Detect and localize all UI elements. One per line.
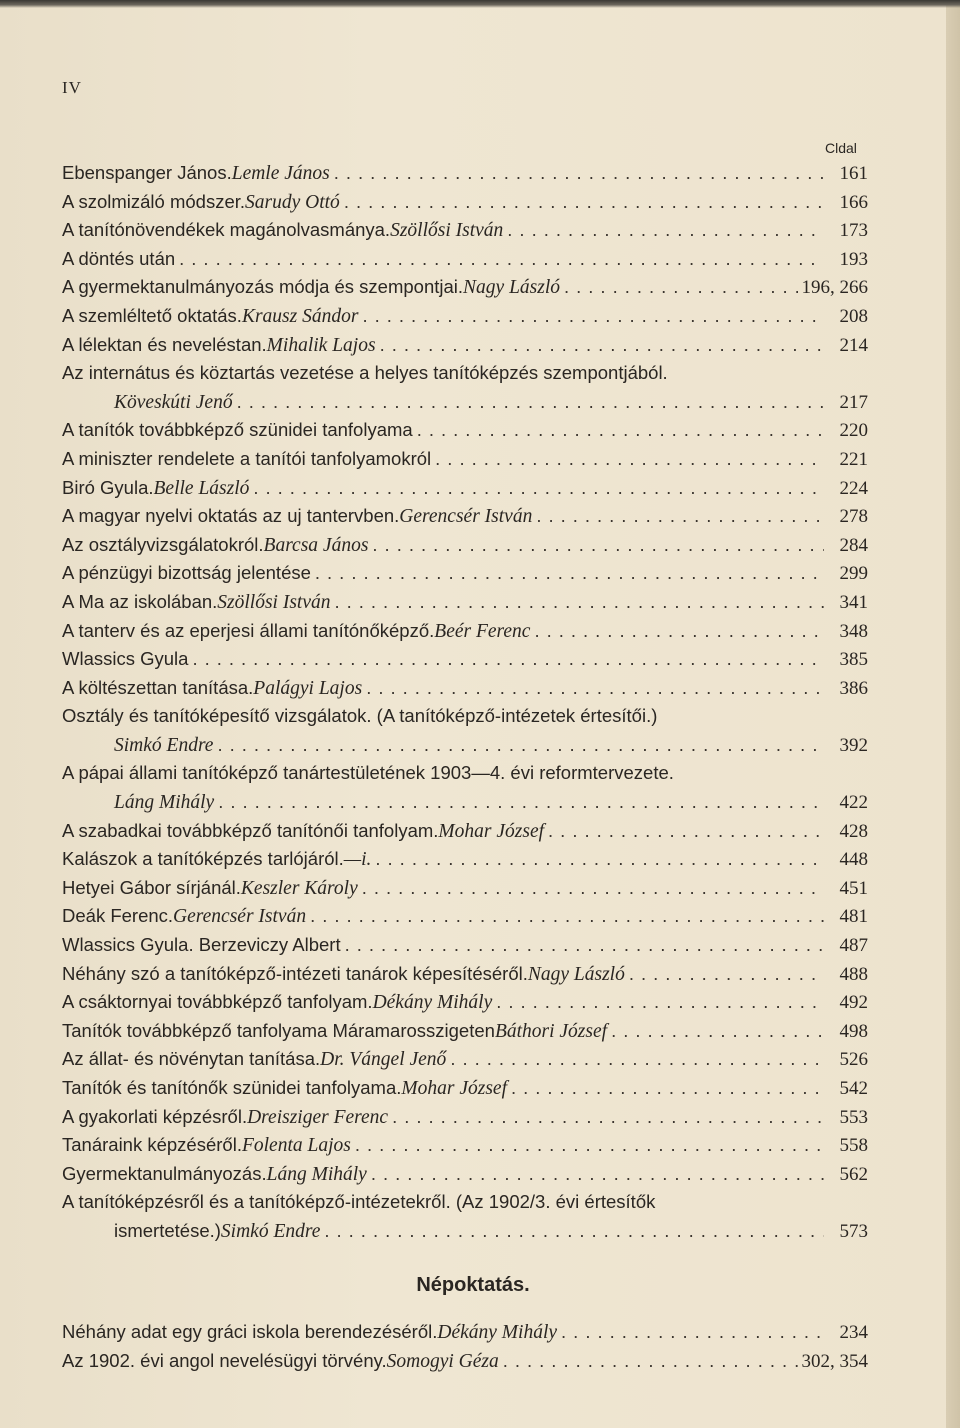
dot-leader	[503, 1347, 798, 1376]
entry-title: Gyermektanulmányozás.	[62, 1162, 267, 1184]
entry-title: A gyermektanulmányozás módja és szempontjai.	[62, 276, 464, 298]
entry-title: A tanterv és az eperjesi állami tanítónőképző.	[62, 619, 435, 641]
entry-author: —i.	[343, 849, 372, 871]
toc-entry	[62, 1074, 868, 1103]
entry-title: Biró Gyula.	[62, 476, 154, 498]
entry-author: Lemle János	[231, 163, 330, 184]
dot-leader	[548, 817, 824, 846]
dot-leader	[372, 531, 824, 560]
dot-leader	[344, 188, 824, 217]
entry-title: Az osztályvizsgálatokról.	[62, 533, 264, 555]
dot-leader	[366, 674, 824, 703]
entry-page: 448	[839, 849, 868, 871]
toc-entry	[62, 1347, 868, 1376]
dot-leader	[218, 788, 824, 817]
entry-title: A Ma az iskolában.	[62, 590, 218, 612]
entry-author: Sarudy Ottó	[245, 191, 340, 213]
dot-leader	[335, 588, 825, 617]
toc-entry	[62, 416, 868, 445]
toc-entry	[62, 645, 868, 674]
toc-entry	[62, 302, 868, 331]
entry-author: Szöllősi István	[390, 220, 504, 242]
toc-entry	[62, 159, 868, 188]
entry-title: Az 1902. évi angol nevelésügyi törvény.	[62, 1349, 387, 1371]
toc-entry	[62, 960, 868, 989]
dot-leader	[253, 474, 824, 503]
entry-page: 487	[839, 935, 868, 957]
entry-page: 348	[839, 620, 868, 642]
entry-author: Simkó Endre	[114, 734, 214, 756]
toc-entry	[62, 788, 868, 817]
entry-page: 542	[839, 1078, 868, 1099]
dot-leader	[392, 1103, 824, 1132]
page-edge	[946, 0, 960, 1428]
entry-title: Deák Ferenc.	[62, 905, 174, 927]
entry-page: 553	[839, 1106, 868, 1128]
entry-title: Néhány szó a tanítóképző-intézeti tanárok képesítéséről.	[62, 962, 528, 984]
entry-page: 302, 354	[801, 1350, 868, 1372]
dot-leader	[380, 331, 824, 360]
toc-entry	[62, 674, 868, 703]
dot-leader	[362, 874, 824, 903]
entry-page: 220	[839, 420, 868, 442]
dot-leader	[355, 1131, 824, 1160]
dot-leader	[315, 559, 824, 588]
dot-leader	[417, 416, 824, 445]
page-number: IV	[62, 78, 82, 97]
entry-author: Gerencsér István	[173, 906, 307, 928]
entry-title: ismertetése.)	[114, 1219, 221, 1241]
entry-page: 166	[839, 191, 868, 213]
entry-title: A szemléltető oktatás.	[62, 304, 242, 326]
entry-page: 341	[839, 591, 868, 613]
entry-author: Keszler Károly	[240, 877, 358, 899]
dot-leader	[435, 445, 824, 474]
entry-title: Wlassics Gyula. Berzeviczy Albert	[62, 934, 341, 956]
entry-page: 422	[839, 792, 868, 814]
entry-author: Szöllősi István	[217, 591, 331, 613]
toc-entry	[62, 502, 868, 531]
dot-leader	[450, 1045, 824, 1074]
toc-entry	[62, 902, 868, 931]
entry-author: Láng Mihály	[114, 792, 215, 814]
entry-page: 208	[839, 305, 868, 327]
entry-title: Tanáraink képzéséről.	[62, 1134, 242, 1156]
entry-author: Dékány Mihály	[437, 1322, 558, 1343]
page-column-header: Cldal	[825, 140, 857, 156]
dot-leader	[192, 645, 824, 674]
toc-entry	[62, 931, 868, 960]
dot-leader	[496, 988, 824, 1017]
toc-entry	[62, 874, 868, 903]
dot-leader	[511, 1074, 824, 1103]
entry-title: Néhány adat egy gráci iskola berendezéséről.	[62, 1321, 438, 1342]
entry-title: Kalászok a tanítóképzés tarlójáról.	[62, 848, 344, 870]
entry-title: A döntés után	[62, 247, 176, 269]
entry-page: 193	[839, 248, 868, 270]
entry-author: Krausz Sándor	[241, 305, 359, 327]
dot-leader	[310, 902, 824, 931]
dot-leader	[237, 388, 824, 417]
entry-author: Dr. Vángel Jenő	[320, 1049, 447, 1071]
toc-entry	[62, 474, 868, 503]
entry-page: 481	[839, 906, 868, 928]
entry-title: Az internátus és köztartás vezetése a helyes tanítóképzés szempontjából.	[62, 362, 668, 384]
entry-page: 573	[839, 1220, 868, 1242]
dot-leader	[362, 302, 824, 331]
entry-title: A pápai állami tanítóképző tanártestületének 1903—4. évi reformtervezete.	[62, 762, 674, 784]
entry-title: A csáktornyai továbbképző tanfolyam.	[62, 991, 373, 1013]
entry-page: 562	[839, 1163, 868, 1185]
dot-leader	[534, 617, 824, 646]
entry-author: Palágyi Lajos	[253, 677, 363, 699]
toc-entry	[62, 359, 868, 388]
toc-entry	[62, 1217, 868, 1246]
entry-author: Nagy László	[463, 277, 561, 299]
entry-page: 558	[839, 1135, 868, 1157]
entry-title: A pénzügyi bizottság jelentése	[62, 562, 311, 584]
toc-entry	[62, 1017, 868, 1046]
entry-page: 173	[839, 220, 868, 242]
section-table-of-contents	[62, 1318, 868, 1375]
entry-page: 196, 266	[801, 277, 868, 299]
entry-page: 278	[839, 506, 868, 528]
entry-author: Dreisziger Ferenc	[247, 1106, 389, 1128]
dot-leader	[629, 960, 824, 989]
dot-leader	[507, 216, 824, 245]
entry-page: 386	[839, 677, 868, 699]
entry-author: Barcsa János	[263, 534, 369, 556]
entry-author: Belle László	[153, 477, 250, 499]
entry-page: 492	[839, 992, 868, 1014]
entry-author: Mohar József	[438, 820, 545, 842]
entry-title: A szolmizáló módszer.	[62, 190, 246, 212]
scan-border	[0, 0, 960, 8]
toc-entry	[62, 273, 868, 302]
dot-leader	[536, 502, 824, 531]
entry-title: Tanítók és tanítónők szünidei tanfolyama.	[62, 1077, 402, 1098]
toc-entry	[62, 245, 868, 274]
entry-author: Simkó Endre	[220, 1220, 321, 1242]
entry-page: 221	[839, 448, 868, 470]
entry-author: Folenta Lajos	[241, 1135, 351, 1157]
entry-title: A magyar nyelvi oktatás az uj tantervben.	[62, 505, 400, 527]
entry-title: Hetyei Gábor sírjánál.	[62, 876, 241, 898]
entry-title: A gyakorlati képzésről.	[62, 1105, 248, 1127]
entry-title: A szabadkai továbbképző tanítónői tanfolyam.	[62, 819, 439, 841]
entry-author: Mohar József	[401, 1078, 507, 1099]
entry-author: Báthori József	[494, 1020, 608, 1042]
toc-entry	[62, 1318, 868, 1347]
entry-author: Mihalik Lajos	[266, 334, 376, 356]
entry-title: A tanítóképzésről és a tanítóképző-intézetekről. (Az 1902/3. évi értesítők	[62, 1191, 656, 1213]
dot-leader	[334, 159, 824, 188]
entry-page: 299	[839, 563, 868, 585]
entry-page: 488	[839, 963, 868, 985]
toc-entry	[62, 559, 868, 588]
entry-page: 428	[839, 820, 868, 842]
entry-author: Somogyi Géza	[386, 1350, 499, 1372]
table-of-contents	[62, 159, 868, 1246]
dot-leader	[217, 731, 824, 760]
toc-entry	[62, 702, 868, 731]
dot-leader	[324, 1217, 824, 1246]
toc-entry	[62, 988, 868, 1017]
toc-entry	[62, 531, 868, 560]
toc-entry	[62, 331, 868, 360]
toc-entry	[62, 216, 868, 245]
entry-page: 234	[839, 1322, 868, 1343]
entry-page: 451	[839, 877, 868, 899]
entry-page: 385	[839, 649, 868, 671]
entry-title: Wlassics Gyula	[62, 648, 189, 670]
dot-leader	[611, 1017, 824, 1046]
entry-author: Gerencsér István	[399, 506, 533, 528]
toc-entry	[62, 817, 868, 846]
toc-entry	[62, 1131, 868, 1160]
entry-title: Az állat- és növénytan tanítása.	[62, 1048, 321, 1070]
dot-leader	[375, 845, 824, 874]
section-title: Népoktatás.	[416, 1274, 530, 1296]
entry-page: 224	[839, 477, 868, 499]
dot-leader	[179, 245, 824, 274]
entry-title: A tanítók továbbképző szünidei tanfolyama	[62, 419, 413, 441]
toc-entry	[62, 588, 868, 617]
entry-author: Nagy László	[527, 963, 625, 985]
entry-author: Dékány Mihály	[372, 992, 493, 1014]
dot-leader	[371, 1160, 824, 1189]
entry-page: 392	[839, 734, 868, 756]
toc-entry	[62, 188, 868, 217]
entry-title: Ebenspanger János.	[62, 162, 232, 183]
toc-entry	[62, 1103, 868, 1132]
toc-entry	[62, 731, 868, 760]
entry-title: A miniszter rendelete a tanítói tanfolyamokról	[62, 447, 432, 469]
entry-title: A lélektan és neveléstan.	[62, 333, 267, 355]
toc-entry	[62, 1188, 868, 1217]
entry-title: Osztály és tanítóképesítő vizsgálatok. (A tanítóképző-intézetek értesítői.)	[62, 705, 658, 727]
dot-leader	[345, 931, 824, 960]
entry-page: 284	[839, 534, 868, 556]
toc-entry	[62, 445, 868, 474]
entry-page: 161	[839, 163, 868, 184]
entry-author: Láng Mihály	[266, 1163, 367, 1185]
dot-leader	[561, 1318, 824, 1347]
toc-entry	[62, 759, 868, 788]
entry-page: 498	[839, 1020, 868, 1042]
entry-title: Tanítók továbbképző tanfolyama Máramarosszigeten	[62, 1019, 495, 1041]
toc-entry	[62, 845, 868, 874]
entry-title: A költészettan tanítása.	[62, 676, 254, 698]
entry-author: Beér Ferenc	[434, 620, 531, 642]
entry-title: A tanítónövendékek magánolvasmánya.	[62, 219, 391, 241]
toc-entry	[62, 1045, 868, 1074]
entry-page: 526	[839, 1049, 868, 1071]
entry-author: Köveskúti Jenő	[114, 391, 233, 413]
dot-leader	[564, 273, 797, 302]
entry-page: 217	[839, 391, 868, 413]
entry-page: 214	[839, 334, 868, 356]
toc-entry	[62, 388, 868, 417]
toc-entry	[62, 617, 868, 646]
toc-entry	[62, 1160, 868, 1189]
